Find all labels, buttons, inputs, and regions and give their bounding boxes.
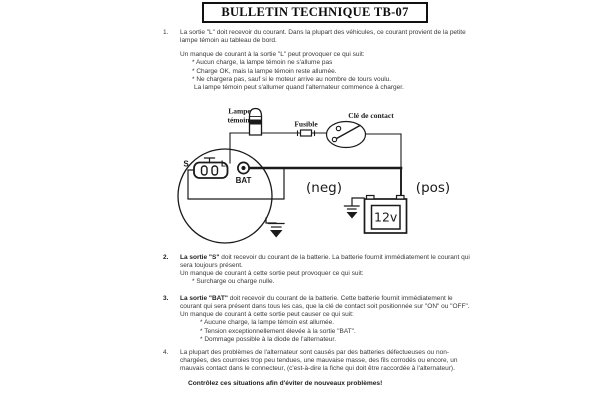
terminal-l-label: L	[221, 159, 226, 169]
section-2-cause-intro: Un manque de courant à cette sortie peut provoquer ce qui suit:	[180, 270, 364, 278]
alternator-ground-icon	[269, 224, 285, 238]
section-2-bullet: * Surcharge ou charge nulle.	[192, 278, 275, 286]
section-3-bullet: * Dommage possible à la diode de l'alternateur.	[200, 335, 337, 343]
section-2-lead-rest: doit recevoir du courant de la batterie. La batterie fournit immédiatement le courant qui sera toujours présent.	[180, 254, 470, 270]
section-4-number: 4.	[163, 349, 169, 356]
section-1-bullet: * Aucun charge, la lampe témoin ne s'allume pas	[192, 59, 333, 67]
battery-ground-stem	[352, 198, 364, 206]
section-3-lead-bold: La sortie "BAT"	[180, 295, 228, 302]
alternator-ground-stem	[266, 218, 276, 223]
section-1-number: 1.	[163, 29, 169, 36]
fuse-label: Fusible	[294, 119, 318, 129]
section-1-bullet: * Charge OK, mais la lampe témoin reste allumée.	[192, 67, 337, 75]
lamp-label-line1: Lampe	[228, 106, 251, 116]
battery-neg-terminal	[367, 196, 375, 200]
section-3-lead-rest: doit recevoir du courant de la batterie. Cette batterie fournit immédiatement le courant qui sera présent dans tous les cas, que la clé de contact soit positionnée sur "ON" ou "OFF". Un manque de courant à cette sortie peut causer ce qui suit:	[180, 295, 470, 319]
section-1-cause-intro: Un manque de courant à la sortie "L" peut provoquer ce qui suit:	[180, 51, 365, 59]
pos-label: (pos)	[415, 180, 451, 196]
section-3-number: 3.	[163, 295, 169, 302]
section-4-lead: La plupart des problèmes de l'alternateur sont causés par des batteries défectueuses ou non-chargées, des courroies trop peu tendues, une mauvaise masse, des fils corrodés ou encore, un mauvais contact dans le connecteur, (c'est-à-dire la fiche qui doit être raccordée à l'alternateur).	[180, 349, 458, 373]
section-1-bullet: * Ne chargera pas, sauf si le moteur arrive au nombre de tours voulu.	[192, 75, 392, 83]
section-3-bullet: * Tension exceptionnellement élevée à la sortie "BAT".	[200, 327, 356, 335]
section-2-lead	[180, 254, 472, 270]
section-4	[163, 349, 472, 389]
section-1-intro: La sortie "L" doit recevoir du courant. Dans la plupart des véhicules, ce courant provient de la petite lampe témoin au tableau de bord.	[180, 29, 466, 45]
section-2-lead-bold: La sortie "S"	[180, 254, 220, 261]
closing-statement: Contrôlez ces situations afin d'éviter de nouveaux problèmes!	[188, 380, 383, 388]
fuse-icon	[301, 130, 312, 136]
battery-ground-icon	[345, 206, 360, 219]
page-title: BULLETIN TECHNIQUE TB-07	[221, 5, 409, 19]
section-3	[163, 295, 472, 344]
section-3-lead	[180, 295, 472, 319]
battery-voltage-label: 12v	[374, 209, 398, 225]
battery-pos-terminal	[397, 196, 405, 200]
section-2	[163, 254, 472, 287]
section-3-bullet: * Aucune charge, la lampe témoin est allumée.	[200, 319, 335, 327]
section-2-number: 2.	[163, 254, 169, 261]
lamp-bulb-filament	[250, 120, 261, 125]
key-label: Clé de contact	[348, 111, 394, 120]
bat-terminal-dot	[241, 166, 245, 170]
terminal-s-label: S	[183, 159, 189, 169]
terminal-bat-label: BAT	[235, 176, 252, 185]
lamp-label-line2: témoin	[227, 115, 250, 125]
section-1-note: La lampe témoin peut s'allumer quand l'alternateur commence à charger.	[194, 83, 404, 91]
neg-label: (neg)	[306, 180, 342, 196]
